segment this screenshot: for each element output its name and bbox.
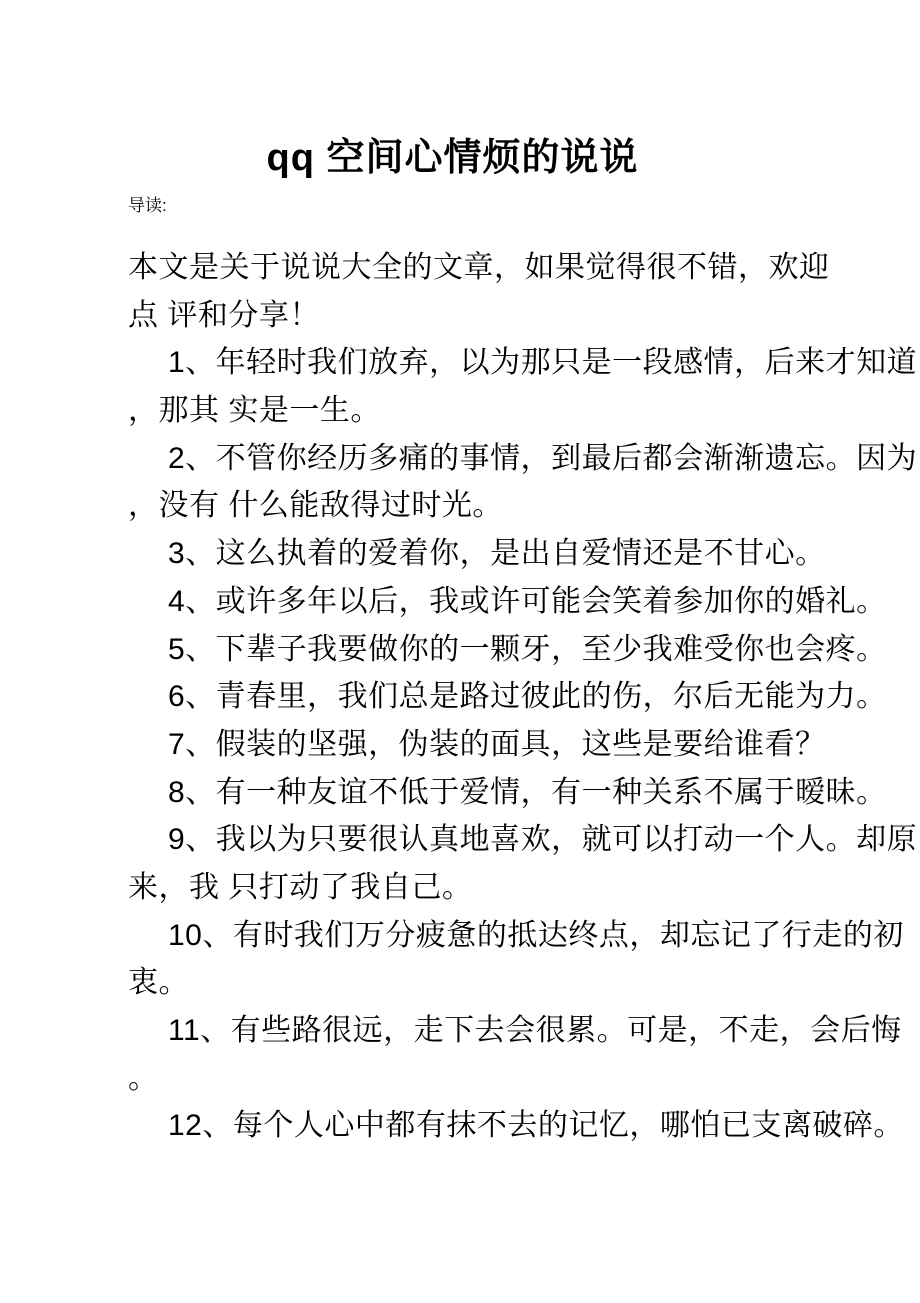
body-line: 6、青春里，我们总是路过彼此的伤，尔后无能为力。 [168, 680, 887, 714]
document-body [128, 244, 918, 1150]
body-line: 。 [128, 1061, 159, 1095]
body-line: 12、每个人心中都有抹不去的记忆，哪怕已支离破碎。 [168, 1109, 904, 1143]
body-line: 7、假装的坚强，伪装的面具，这些是要给谁看？ [168, 727, 826, 761]
body-line: 2、不管你经历多痛的事情，到最后都会渐渐遗忘。因为 [168, 441, 918, 475]
body-line: 3、这么执着的爱着你，是出自爱情还是不甘心。 [168, 537, 826, 571]
body-line: 4、或许多年以后，我或许可能会笑着参加你的婚礼。 [168, 584, 887, 618]
body-line: 本文是关于说说大全的文章，如果觉得很不错，欢迎 [128, 251, 830, 284]
body-line: 1、年轻时我们放弃，以为那只是一段感情，后来才知道 [168, 346, 918, 380]
body-line: 衷。 [128, 966, 189, 1000]
body-line: 点 评和分享！ [128, 298, 320, 332]
body-line: ，没有 什么能敌得过时光。 [128, 489, 503, 523]
body-line: 来，我 只打动了我自己。 [128, 870, 473, 904]
body-line: 10、有时我们万分疲惫的抵达终点，却忘记了行走的初 [168, 918, 904, 952]
page-title: qq 空间心情烦的说说 [266, 137, 639, 179]
body-line: 5、下辈子我要做你的一颗牙，至少我难受你也会疼。 [168, 632, 887, 666]
body-line: ，那其 实是一生。 [128, 394, 381, 428]
body-line: 9、我以为只要很认真地喜欢，就可以打动一个人。却原 [168, 823, 918, 857]
lead-label: 导读: [128, 196, 167, 215]
body-line: 11、有些路很远，走下去会很累。可是，不走，会后悔 [168, 1014, 902, 1047]
body-line: 8、有一种友谊不低于爱情，有一种关系不属于暧昧。 [168, 775, 887, 809]
